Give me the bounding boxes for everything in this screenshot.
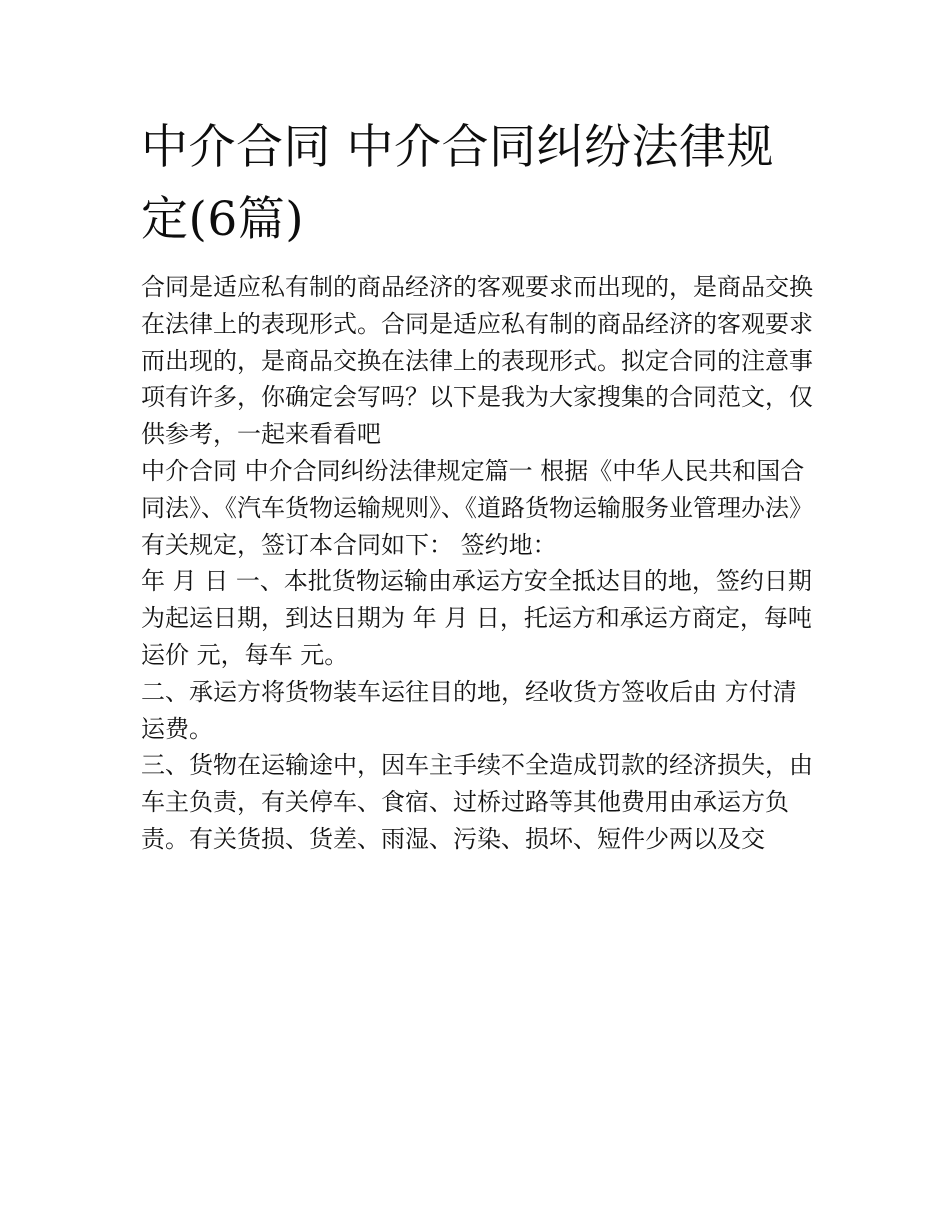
clause-three-paragraph: 三、货物在运输途中，因车主手续不全造成罚款的经济损失，由车主负责，有关停车、食宿、过桥过路等其他费用由承运方负责。有关货损、货差、雨湿、污染、损坏、短件少两以及交: [141, 751, 813, 853]
intro-paragraph: 合同是适应私有制的商品经济的客观要求而出现的，是商品交换在法律上的表现形式。合同是适应私有制的商品经济的客观要求而出现的，是商品交换在法律上的表现形式。拟定合同的注意事项有许多，你确定会写吗？以下是我为大家搜集的合同范文，仅供参考，一起来看看吧: [141, 273, 813, 449]
clause-one-paragraph: 年 月 日 一、本批货物运输由承运方安全抵达目的地，签约日期为起运日期，到达日期为 年 月 日，托运方和承运方商定，每吨运价 元，每车 元。: [141, 567, 812, 669]
document-body: [141, 112, 817, 858]
article-one-heading-paragraph: 中介合同 中介合同纠纷法律规定篇一 根据《中华人民共和国合同法》、《汽车货物运输规则》、《道路货物运输服务业管理办法》有关规定，签订本合同如下： 签约地：: [141, 456, 813, 559]
document-title: 中介合同 中介合同纠纷法律规定(6篇): [141, 120, 774, 247]
clause-two-paragraph: 二、承运方将货物装车运往目的地，经收货方签收后由 方付清运费。: [141, 677, 797, 743]
